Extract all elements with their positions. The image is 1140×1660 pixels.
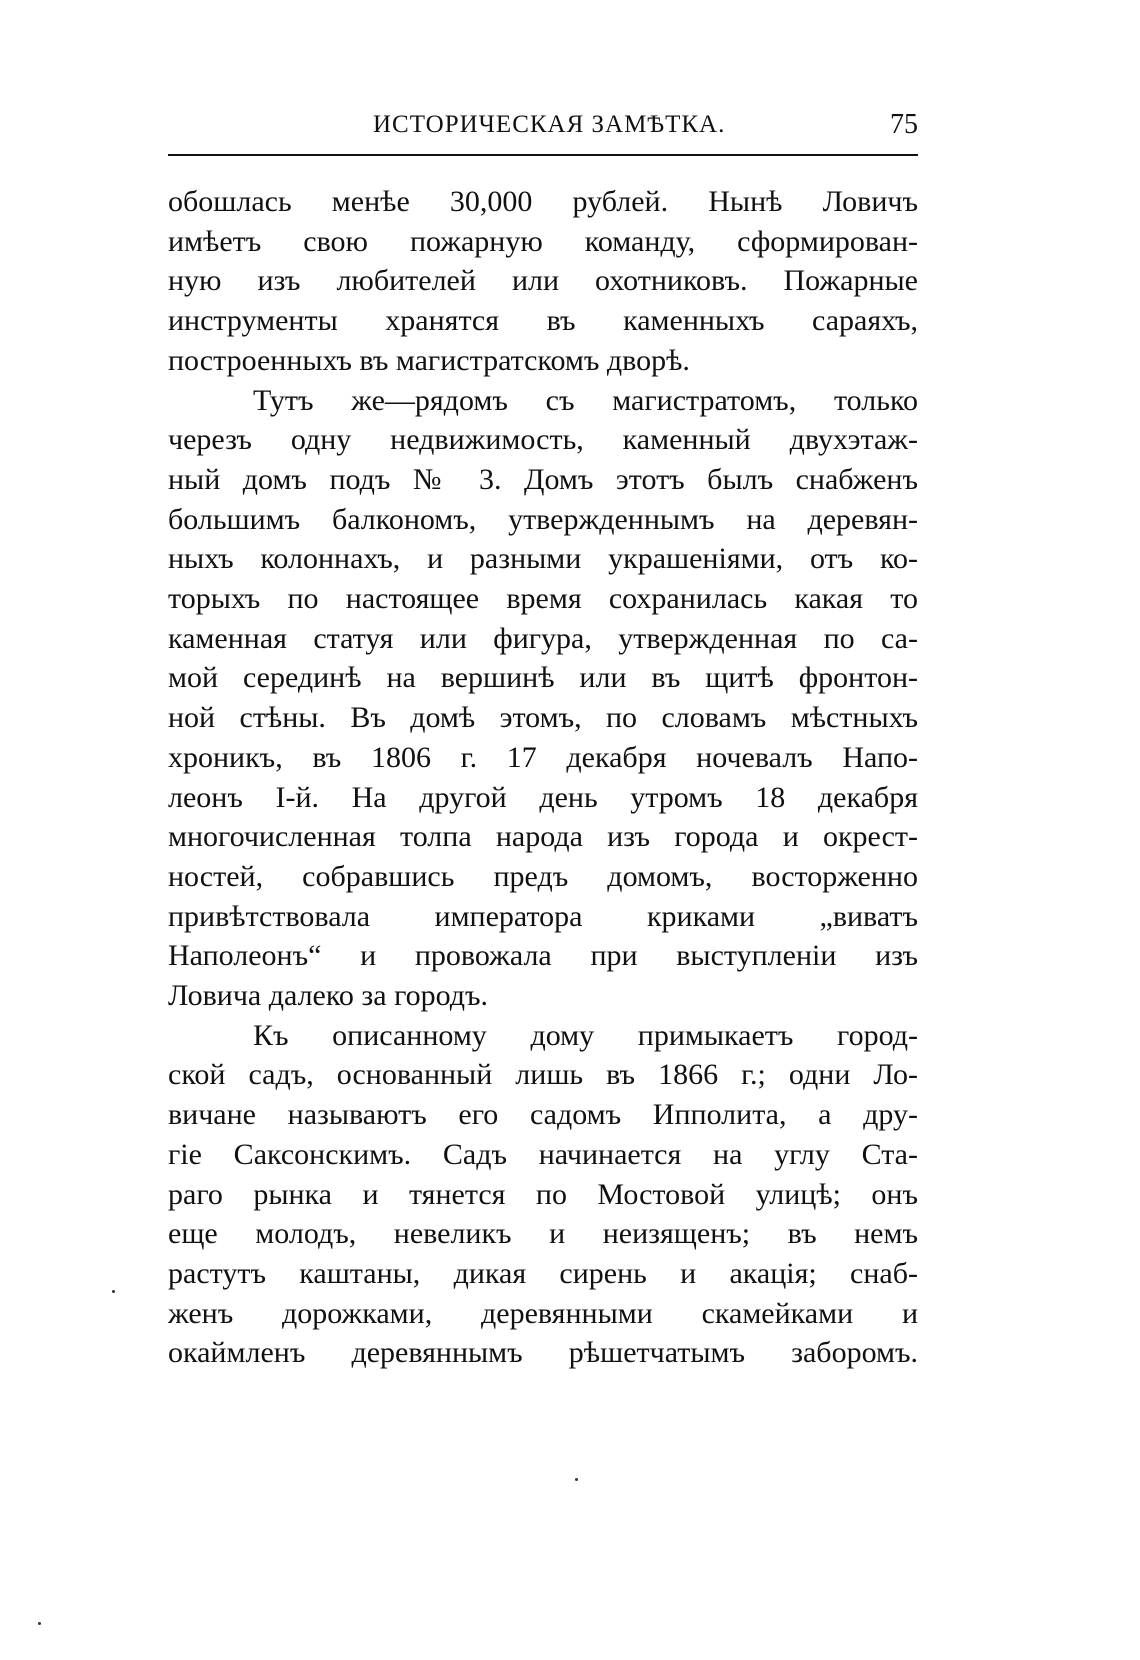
text-line: гіе Саксонскимъ. Садъ начинается на углу Ста- bbox=[168, 1137, 918, 1171]
print-speck bbox=[112, 1290, 115, 1293]
text-line: ную изъ любителей или охотниковъ. Пожарные bbox=[168, 264, 918, 298]
text-line: многочисленная толпа народа изъ города и окрест- bbox=[168, 820, 918, 854]
text-line: ныхъ колоннахъ, и разными украшеніями, отъ ко- bbox=[168, 542, 918, 576]
body-text bbox=[168, 182, 918, 1373]
print-speck bbox=[575, 1478, 578, 1481]
text-line: вичане называютъ его садомъ Ипполита, а дру- bbox=[168, 1098, 918, 1132]
print-speck bbox=[38, 1622, 41, 1625]
text-line: большимъ балкономъ, утвержденнымъ на деревян- bbox=[168, 502, 918, 536]
text-line: инструменты хранятся въ каменныхъ сараяхъ, bbox=[168, 304, 918, 338]
text-line: леонъ I-й. На другой день утромъ 18 декабря bbox=[168, 780, 918, 814]
text-line: обошлась менѣе 30,000 рублей. Нынѣ Ловичъ bbox=[168, 185, 918, 218]
book-page bbox=[168, 108, 918, 1373]
text-line: мой серединѣ на вершинѣ или въ щитѣ фронтон- bbox=[168, 661, 918, 695]
text-line: растутъ каштаны, дикая сирень и акація; снаб- bbox=[168, 1256, 918, 1290]
running-head bbox=[168, 108, 918, 154]
text-line: хроникъ, въ 1806 г. 17 декабря ночевалъ Напо- bbox=[168, 740, 918, 774]
paragraph-2 bbox=[168, 381, 918, 1016]
text-line: Наполеонъ“ и провожала при выступленіи изъ bbox=[168, 939, 918, 973]
text-line: Тутъ же—рядомъ съ магистратомъ, только bbox=[253, 383, 918, 417]
text-line: женъ дорожками, деревянными скамейками и bbox=[168, 1296, 918, 1330]
text-line: Ловича далеко за городъ. bbox=[168, 979, 489, 1013]
text-line: построенныхъ въ магистратскомъ дворѣ. bbox=[168, 343, 690, 377]
text-line: ской садъ, основанный лишь въ 1866 г.; одни Ло- bbox=[168, 1058, 918, 1092]
paragraph-1 bbox=[168, 182, 918, 381]
text-line: торыхъ по настоящее время сохранилась какая то bbox=[168, 582, 918, 616]
running-title: ИСТОРИЧЕСКАЯ ЗАМѢТКА. bbox=[373, 111, 726, 138]
text-line: каменная статуя или фигура, утвержденная по са- bbox=[168, 621, 918, 655]
text-line: раго рынка и тянется по Мостовой улицѣ; онъ bbox=[168, 1177, 918, 1211]
text-line: черезъ одну недвижимость, каменный двухэтаж- bbox=[168, 423, 918, 457]
text-line: привѣтствовала императора криками „виватъ bbox=[168, 899, 918, 933]
page-number: 75 bbox=[890, 109, 918, 140]
text-line: ностей, собравшись предъ домомъ, восторженно bbox=[168, 859, 918, 893]
paragraph-3 bbox=[168, 1016, 918, 1373]
text-line: Къ описанному дому примыкаетъ город- bbox=[253, 1018, 918, 1052]
text-line: еще молодъ, невеликъ и неизященъ; въ немъ bbox=[168, 1217, 918, 1251]
header-rule bbox=[168, 154, 918, 156]
text-line: ной стѣны. Въ домѣ этомъ, по словамъ мѣстныхъ bbox=[168, 701, 918, 735]
text-line: ный домъ подъ № 3. Домъ этотъ былъ снабженъ bbox=[168, 462, 918, 496]
text-line: окаймленъ деревяннымъ рѣшетчатымъ заборомъ. bbox=[168, 1336, 918, 1370]
text-line: имѣетъ свою пожарную команду, сформирован- bbox=[168, 224, 918, 258]
